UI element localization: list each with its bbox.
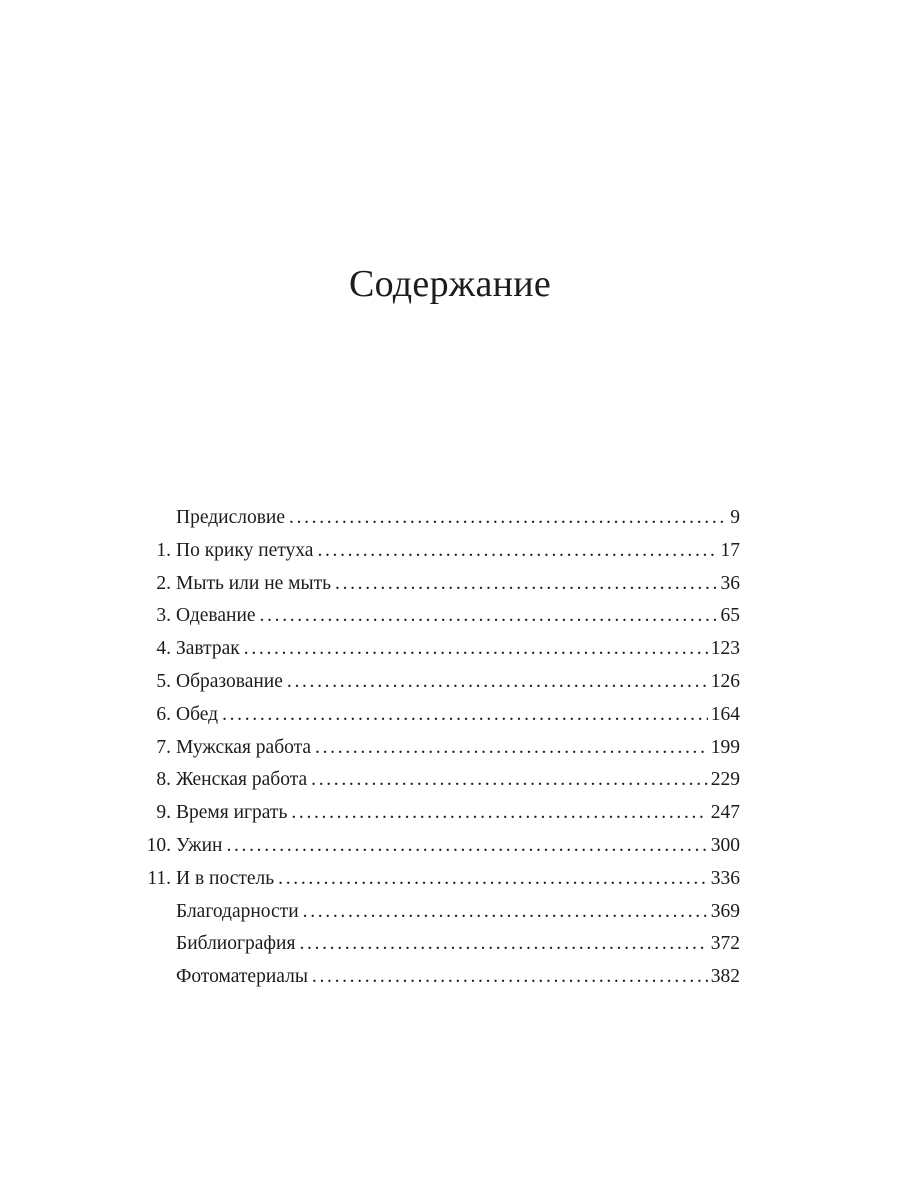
toc-entry-number: 6. — [156, 703, 171, 725]
toc-entry-title: И в постель — [176, 867, 275, 889]
toc-entry-title: Обед — [176, 703, 219, 725]
toc-entry-number: 4. — [156, 638, 171, 660]
toc-entry-chapter-10[interactable] — [130, 830, 740, 863]
dot-leader — [260, 600, 718, 633]
toc-entry-preface[interactable] — [130, 502, 740, 535]
dot-leader — [287, 666, 708, 699]
toc-entry-page: 123 — [710, 638, 740, 660]
table-of-contents — [130, 502, 740, 994]
toc-entry-page: 247 — [710, 802, 740, 824]
toc-entry-number: 2. — [156, 572, 171, 594]
toc-entry-title: Образование — [176, 670, 283, 692]
toc-entry-page: 336 — [710, 867, 740, 889]
toc-entry-title: Благодарности — [176, 900, 299, 922]
toc-entry-title: Библиография — [176, 933, 296, 955]
toc-entry-page: 382 — [710, 966, 740, 988]
dot-leader — [226, 830, 707, 863]
toc-entry-number: 5. — [156, 670, 171, 692]
toc-entry-number: 11. — [147, 867, 171, 889]
toc-entry-title: Фотоматериалы — [176, 966, 308, 988]
toc-entry-title: Мыть или не мыть — [176, 572, 332, 594]
toc-entry-chapter-6[interactable] — [130, 699, 740, 732]
toc-entry-number: 10. — [146, 834, 171, 856]
toc-entry-bibliography[interactable] — [130, 928, 740, 961]
toc-entry-title: Ужин — [176, 834, 223, 856]
toc-entry-page: 65 — [720, 605, 740, 627]
toc-entry-page: 9 — [730, 507, 740, 528]
toc-entry-page: 369 — [710, 900, 740, 922]
dot-leader — [289, 502, 727, 535]
dot-leader — [312, 961, 708, 994]
toc-entry-page: 164 — [710, 703, 740, 725]
toc-entry-chapter-1[interactable] — [130, 535, 740, 568]
dot-leader — [317, 535, 717, 568]
toc-entry-chapter-8[interactable] — [130, 764, 740, 797]
dot-leader — [311, 764, 708, 797]
dot-leader — [315, 732, 708, 765]
dot-leader — [291, 797, 707, 830]
toc-entry-chapter-7[interactable] — [130, 732, 740, 765]
toc-entry-page: 199 — [710, 736, 740, 758]
toc-entry-number: 1. — [156, 539, 171, 561]
toc-entry-chapter-3[interactable] — [130, 600, 740, 633]
toc-entry-page: 36 — [720, 572, 740, 594]
toc-entry-page: 126 — [710, 670, 740, 692]
dot-leader — [278, 863, 708, 896]
toc-entry-page: 17 — [720, 539, 740, 561]
toc-entry-acknowledgements[interactable] — [130, 896, 740, 929]
toc-entry-page: 300 — [710, 834, 740, 856]
toc-entry-number: 3. — [156, 605, 171, 627]
toc-entry-title: Мужская работа — [176, 736, 312, 758]
toc-entry-title: По крику петуха — [176, 539, 314, 561]
toc-entry-title: Одевание — [176, 605, 256, 627]
toc-entry-number: 9. — [156, 802, 171, 824]
dot-leader — [299, 928, 707, 961]
toc-entry-title: Женская работа — [176, 769, 308, 791]
toc-entry-number: 8. — [156, 769, 171, 791]
toc-entry-number: 7. — [156, 736, 171, 758]
toc-entry-title: Завтрак — [176, 638, 240, 660]
dot-leader — [222, 699, 708, 732]
toc-entry-photo-credits[interactable] — [130, 961, 740, 994]
toc-entry-chapter-2[interactable] — [130, 568, 740, 601]
toc-entry-page: 372 — [710, 933, 740, 955]
dot-leader — [335, 568, 717, 601]
toc-entry-chapter-4[interactable] — [130, 633, 740, 666]
dot-leader — [244, 633, 708, 666]
toc-entry-title: Время играть — [176, 802, 288, 824]
toc-entry-chapter-11[interactable] — [130, 863, 740, 896]
dot-leader — [303, 896, 708, 929]
toc-entry-page: 229 — [710, 769, 740, 791]
page-title: Содержание — [348, 263, 552, 305]
toc-entry-chapter-5[interactable] — [130, 666, 740, 699]
toc-entry-title: Предисловие — [176, 507, 286, 528]
toc-entry-chapter-9[interactable] — [130, 797, 740, 830]
